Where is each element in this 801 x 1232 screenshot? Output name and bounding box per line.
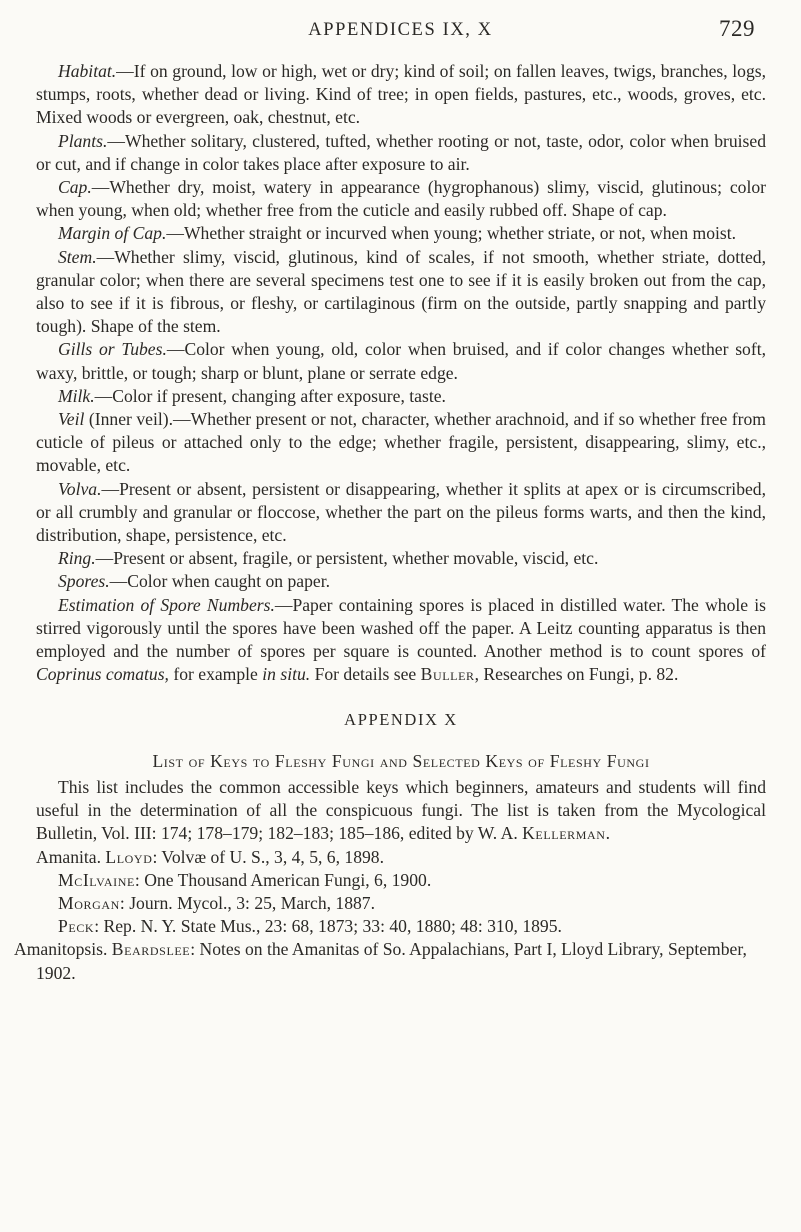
author-name: Peck	[58, 916, 95, 937]
field-cap	[36, 176, 766, 222]
author-name: Lloyd	[105, 846, 153, 867]
field-text: , Researches on Fungi, p. 82.	[474, 664, 679, 685]
citation: : Journ. Mycol., 3: 25, March, 1887.	[119, 892, 376, 913]
field-veil	[36, 408, 766, 478]
field-text: —Whether slimy, viscid, glutinous, kind of scales, if not smooth, whether striate, dotted, granular color; when there are several specimens test one to see if it is easily broken out from the cap, also to see if it is fibrous, or fleshy, or cartilaginous (firm on the outside, partly snapping and partly tough). Shape of the stem.	[36, 246, 766, 337]
species-name: Coprinus comatus,	[36, 664, 169, 685]
field-text: —Whether straight or incurved when young; whether striate, or not, when moist.	[166, 223, 737, 244]
field-term: Habitat.	[58, 61, 117, 81]
field-term: Spores.	[58, 571, 110, 592]
field-text: —If on ground, low or high, wet or dry; kind of soil; on fallen leaves, twigs, branches, logs, stumps, roots, whether dead or living. Kind of tree; in open fields, pastures, etc., woods, groves, etc. Mixed woods or evergreen, oak, chestnut, etc.	[36, 61, 766, 128]
field-text: —Present or absent, fragile, or persistent, whether movable, viscid, etc.	[95, 548, 599, 569]
field-text: —Paper containing spores is placed in distilled water. The whole is stirred vigorously until the spores have been washed off the paper. A Leitz counting apparatus is then employed and the number of spores per square is counted. Another method is to count spores of	[36, 594, 766, 662]
field-term: Veil	[58, 409, 85, 430]
field-term: Margin of Cap.	[58, 223, 167, 244]
field-text: —Whether solitary, clustered, tufted, whether rooting or not, taste, odor, color when bruised or cut, and if change in color takes place after exposure to air.	[36, 130, 766, 174]
field-term: Gills or Tubes.	[58, 339, 167, 360]
field-margin-of-cap	[36, 222, 766, 245]
field-term: Volva.	[58, 478, 102, 499]
field-text: —Color when young, old, color when bruised, and if color changes whether soft, waxy, brittle, or tough; sharp or blunt, plane or serrate edge.	[36, 339, 766, 383]
citation: : Rep. N. Y. State Mus., 23: 68, 1873; 33: 40, 1880; 48: 310, 1895.	[94, 916, 562, 937]
field-term: Ring.	[58, 548, 96, 569]
field-text: for example	[168, 664, 263, 685]
field-term: Stem.	[58, 246, 97, 267]
field-term: Estimation of Spore Numbers.	[58, 594, 275, 615]
field-term: Cap.	[58, 177, 92, 198]
field-text: For details see	[310, 664, 421, 685]
latin-phrase: in situ.	[262, 664, 311, 685]
field-volva	[36, 478, 766, 548]
intro-text: This list includes the common accessible keys which beginners, amateurs and students will find useful in the determination of all the conspicuous fungi. The list is taken from the Mycological Bulletin, Vol. III: 174; 178–179; 182–183; 185–186, edited by W. A.	[36, 776, 766, 844]
page-header	[0, 16, 801, 50]
author-name: McIlvaine	[58, 869, 135, 890]
key-entry	[36, 846, 766, 869]
page-body	[14, 60, 766, 985]
list-heading: List of Keys to Fleshy Fungi and Selected Keys of Fleshy Fungi	[152, 750, 650, 771]
appendix-heading: APPENDIX X	[344, 710, 458, 730]
field-habitat	[36, 60, 766, 130]
genus-name: Amanita.	[36, 846, 101, 867]
appendix-intro	[36, 776, 766, 846]
citation: : Notes on the Amanitas of So. Appalachians, Part I, Lloyd Library, September, 1902.	[36, 939, 747, 983]
citation: : Volvæ of U. S., 3, 4, 5, 6, 1898.	[152, 846, 384, 867]
field-text: —Whether dry, moist, watery in appearance (hygrophanous) slimy, viscid, glutinous; color when young, when old; whether free from the cuticle and easily rubbed off. Shape of cap.	[36, 177, 766, 221]
author-name: Buller	[420, 664, 475, 685]
citation: : One Thousand American Fungi, 6, 1900.	[134, 869, 432, 890]
field-ring	[36, 547, 766, 570]
intro-text: .	[605, 823, 610, 844]
field-estimation-of-spore-numbers	[36, 594, 766, 687]
field-term: Plants.	[58, 130, 108, 151]
field-text: (Inner veil).—Whether present or not, character, whether arachnoid, and if so whether free from cuticle of pileus or attached only to the edge; whether fragile, persistent, disappearing, slimy, etc., movable, etc.	[36, 409, 766, 476]
field-text: —Present or absent, persistent or disappearing, whether it splits at apex or is circumscribed, or all crumbly and granular or floccose, whether the part on the pileus forms warts, and then the kind, distribution, shape, persistence, etc.	[36, 478, 766, 546]
author-name: Beardslee	[111, 939, 191, 960]
field-gills-or-tubes	[36, 338, 766, 384]
running-head: APPENDICES IX, X	[308, 20, 493, 40]
genus-name: Amanitopsis.	[14, 939, 108, 960]
field-term: Milk.	[58, 385, 95, 406]
key-entry	[36, 892, 766, 915]
field-spores	[36, 570, 766, 593]
field-stem	[36, 246, 766, 339]
field-text: —Color if present, changing after exposure, taste.	[94, 385, 446, 406]
key-entry	[36, 915, 766, 938]
key-entry	[36, 869, 766, 892]
field-milk	[36, 385, 766, 408]
author-name: Morgan	[58, 892, 120, 913]
page-number: 729	[719, 16, 755, 41]
field-plants	[36, 130, 766, 176]
field-text: —Color when caught on paper.	[109, 571, 331, 592]
editor-name: Kellerman	[522, 823, 606, 844]
key-entry	[14, 938, 766, 984]
